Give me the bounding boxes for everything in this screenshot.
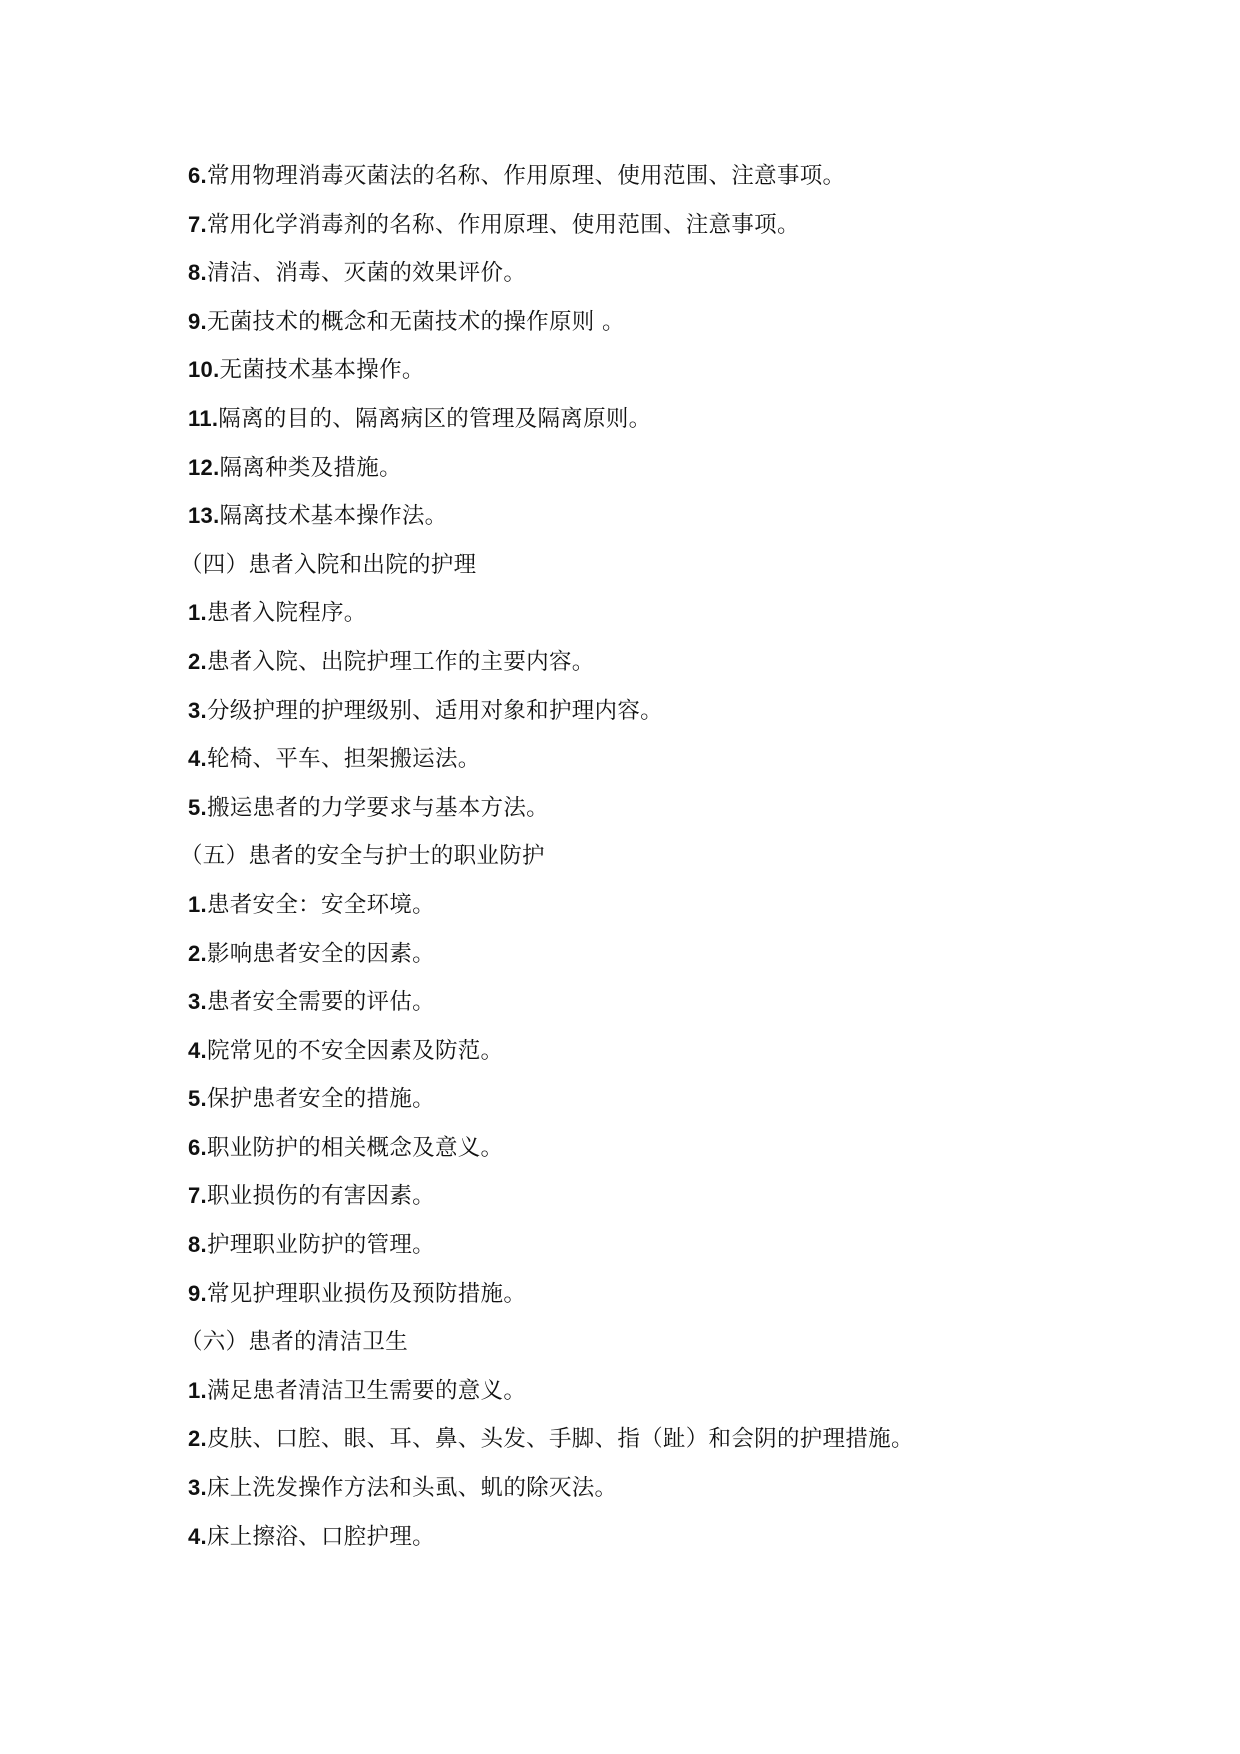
list-item-text: 无菌技术基本操作。 [219,357,425,384]
list-item-number: 2. [188,940,207,966]
section-heading [180,541,1188,590]
section-heading [180,832,1188,881]
list-item [188,1027,1188,1076]
section-heading-text: （五）患者的安全与护士的职业防护 [180,843,545,870]
list-item-number: 9. [188,1280,207,1306]
list-item-number: 10. [188,357,220,383]
list-item-text: 隔离种类及措施。 [219,454,402,481]
list-item-number: 3. [188,1475,207,1501]
list-item [188,346,1188,395]
list-item-number: 6. [188,163,207,188]
section-heading-text: （六）患者的清洁卫生 [180,1329,409,1356]
list-item-text: 清洁、消毒、灭菌的效果评价。 [206,260,527,287]
list-item-number: 7. [188,1183,207,1209]
list-item-text: 隔离技术基本操作法。 [219,503,448,530]
list-item [188,1464,1188,1513]
list-item [188,638,1188,687]
list-item-text: 常用物理消毒灭菌法的名称、作用原理、使用范围、注意事项。 [206,163,846,189]
list-item-text: 职业防护的相关概念及意义。 [206,1134,504,1161]
list-item-text: 患者入院程序。 [206,600,367,627]
list-item-text: 无菌技术的概念和无菌技术的操作原则 。 [206,308,625,335]
list-item-number: 4. [188,1523,207,1549]
list-item-text: 隔离的目的、隔离病区的管理及隔离原则。 [218,405,652,432]
list-item-number: 7. [188,211,207,237]
list-item-number: 12. [188,454,220,480]
list-item [188,784,1188,833]
section-heading-text: （四）患者入院和出院的护理 [180,551,477,578]
list-item-number: 5. [188,1086,207,1112]
list-item [188,395,1188,444]
list-item-number: 8. [188,1232,207,1258]
list-item-number: 8. [188,260,207,286]
list-item [188,1075,1188,1124]
list-item [188,589,1188,638]
list-item-number: 6. [188,1134,207,1160]
list-item-text: 床上擦浴、口腔护理。 [206,1523,435,1550]
list-item-text: 轮椅、平车、担架搬运法。 [206,746,481,773]
list-item [188,1172,1188,1221]
list-item [188,1367,1188,1416]
list-item [188,1270,1188,1319]
list-item-text: 床上洗发操作方法和头虱、虮的除灭法。 [206,1475,618,1502]
list-item-number: 13. [188,503,220,529]
list-item-number: 1. [188,891,207,917]
list-item [188,201,1188,250]
list-item [188,978,1188,1027]
list-item [188,152,1188,201]
list-item [188,1124,1188,1173]
list-item [188,298,1188,347]
list-item-number: 11. [188,405,219,431]
list-item-text: 患者安全：安全环境。 [206,891,435,918]
list-item-text: 皮肤、口腔、眼、耳、鼻、头发、手脚、指（趾）和会阴的护理措施。 [206,1426,914,1453]
section-heading [180,1318,1188,1367]
list-item [188,735,1188,784]
list-item-number: 5. [188,794,207,820]
document-body [180,152,1188,1561]
list-item-text: 影响患者安全的因素。 [206,940,435,967]
list-item [188,492,1188,541]
list-item-number: 2. [188,1426,207,1452]
list-item-text: 患者安全需要的评估。 [206,989,435,1016]
list-item-number: 1. [188,600,207,626]
list-item-text: 常见护理职业损伤及预防措施。 [206,1280,527,1307]
list-item [188,1221,1188,1270]
list-item [188,249,1188,298]
list-item-number: 3. [188,989,207,1015]
list-item [188,444,1188,493]
list-item-text: 患者入院、出院护理工作的主要内容。 [206,648,595,675]
list-item-number: 1. [188,1377,207,1403]
list-item-number: 9. [188,308,207,334]
list-item [188,1513,1188,1562]
list-item [188,1415,1188,1464]
list-item-text: 搬运患者的力学要求与基本方法。 [206,794,549,821]
list-item-text: 院常见的不安全因素及防范。 [206,1037,504,1064]
list-item-number: 4. [188,746,207,772]
list-item [188,930,1188,979]
list-item-text: 职业损伤的有害因素。 [206,1183,435,1210]
list-item-text: 护理职业防护的管理。 [206,1232,435,1259]
list-item-number: 2. [188,648,207,674]
list-item-number: 3. [188,697,207,723]
list-item-text: 常用化学消毒剂的名称、作用原理、使用范围、注意事项。 [206,211,800,238]
list-item [188,881,1188,930]
list-item-number: 4. [188,1037,207,1063]
list-item-text: 分级护理的护理级别、适用对象和护理内容。 [206,697,663,724]
list-item-text: 满足患者清洁卫生需要的意义。 [206,1377,527,1404]
list-item-text: 保护患者安全的措施。 [206,1086,435,1113]
list-item [188,687,1188,736]
